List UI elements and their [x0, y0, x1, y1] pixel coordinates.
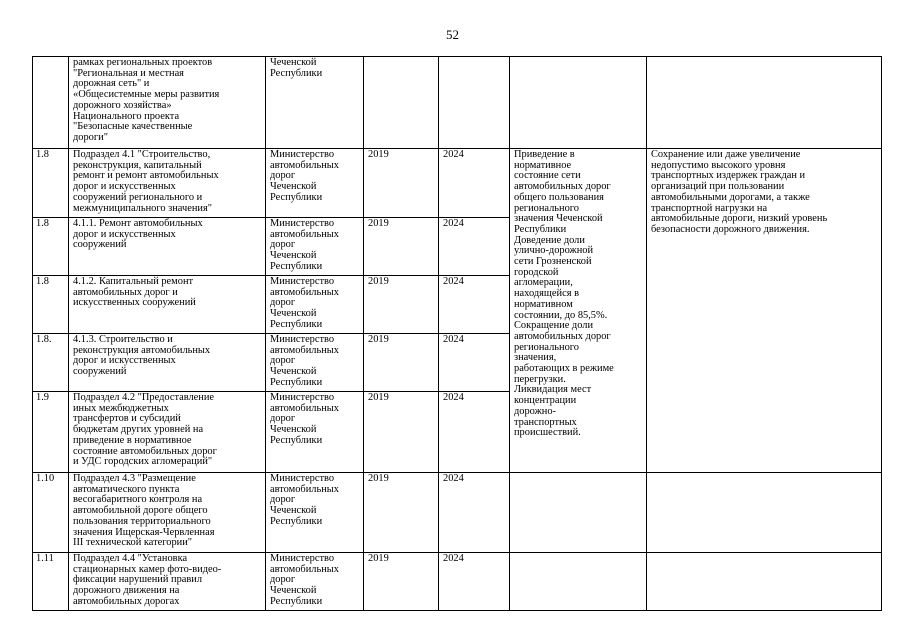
row-executor: Министерство автомобильных дорог Чеченской Республики [270, 276, 339, 330]
row-start-year: 2019 [368, 218, 389, 229]
row-number: 1.8 [36, 149, 49, 160]
row-number: 1.8 [36, 276, 49, 287]
row-name: Подраздел 4.1 "Строительство, реконструкция, капитальный ремонт и ремонт автомобильных дорог и искусственных сооружений регионального и межмуниципального значения" [73, 149, 219, 214]
column-divider [881, 56, 882, 611]
table-border-bottom [32, 610, 882, 611]
row-name: 4.1.1. Ремонт автомобильных дорог и искусственных сооружений [73, 218, 203, 251]
row-executor: Министерство автомобильных дорог Чеченской Республики [270, 334, 339, 388]
column-divider [646, 56, 647, 611]
column-divider [438, 56, 439, 611]
page-number: 52 [446, 27, 459, 42]
row-end-year: 2024 [443, 276, 464, 287]
expected-result: Приведение в нормативное состояние сети автомобильных дорог общего пользования регионального значения Чеченской Республики Доведение доли улично-дорожной сети Грозненской городской агломерации, находящейся в нормативном состоянии, до 85,5%. Сокращение доли автомобильных дорог регионального значения, работающих в режиме перегрузки. Ликвидация мест концентрации дорожно- транспортных происшествий. [514, 149, 614, 439]
row-end-year: 2024 [443, 392, 464, 403]
row-name: Подраздел 4.4 "Установка стационарных камер фото-видео- фиксации нарушений правил дорожного движения на автомобильных дорогах [73, 553, 222, 607]
row-number: 1.11 [36, 553, 54, 564]
row-start-year: 2019 [368, 149, 389, 160]
column-divider [32, 56, 33, 611]
row-name: рамках региональных проектов "Региональная и местная дорожная сеть" и «Общесистемные меры развития дорожного хозяйства» Национального проекта "Безопасные качественные дороги" [73, 57, 220, 143]
row-number: 1.9 [36, 392, 49, 403]
row-start-year: 2019 [368, 473, 389, 484]
row-executor: Министерство автомобильных дорог Чеченской Республики [270, 473, 339, 527]
column-divider [363, 56, 364, 611]
column-divider [68, 56, 69, 611]
column-divider [265, 56, 266, 611]
row-end-year: 2024 [443, 218, 464, 229]
row-end-year: 2024 [443, 473, 464, 484]
column-divider [509, 56, 510, 611]
row-start-year: 2019 [368, 553, 389, 564]
non-implementation-consequence: Сохранение или даже увеличение недопустимо высокого уровня транспортных издержек граждан и организаций при пользовании автомобильными дорогами, а также транспортной нагрузки на автомобильные дороги, низкий уровень безопасности дорожного движения. [651, 149, 828, 235]
row-executor: Чеченской Республики [270, 57, 323, 79]
row-executor: Министерство автомобильных дорог Чеченской Республики [270, 218, 339, 272]
row-executor: Министерство автомобильных дорог Чеченской Республики [270, 392, 339, 446]
row-executor: Министерство автомобильных дорог Чеченской Республики [270, 553, 339, 607]
row-start-year: 2019 [368, 392, 389, 403]
row-executor: Министерство автомобильных дорог Чеченской Республики [270, 149, 339, 203]
row-end-year: 2024 [443, 149, 464, 160]
row-start-year: 2019 [368, 276, 389, 287]
row-name: Подраздел 4.3 "Размещение автоматического пункта весогабаритного контроля на автомобильной дороге общего пользования территориального значения Ищерская-Червленная III технической категории" [73, 473, 215, 549]
row-start-year: 2019 [368, 334, 389, 345]
row-name: 4.1.2. Капитальный ремонт автомобильных дорог и искусственных сооружений [73, 276, 196, 309]
row-end-year: 2024 [443, 553, 464, 564]
row-name: Подраздел 4.2 "Предоставление иных межбюджетных трансфертов и субсидий бюджетам других уровней на приведение в нормативное состояние автомобильных дорог и УДС городских агломераций" [73, 392, 217, 468]
row-name: 4.1.3. Строительство и реконструкция автомобильных дорог и искусственных сооружений [73, 334, 211, 378]
row-number: 1.10 [36, 473, 55, 484]
row-number: 1.8 [36, 218, 49, 229]
row-number: 1.8. [36, 334, 52, 345]
row-end-year: 2024 [443, 334, 464, 345]
